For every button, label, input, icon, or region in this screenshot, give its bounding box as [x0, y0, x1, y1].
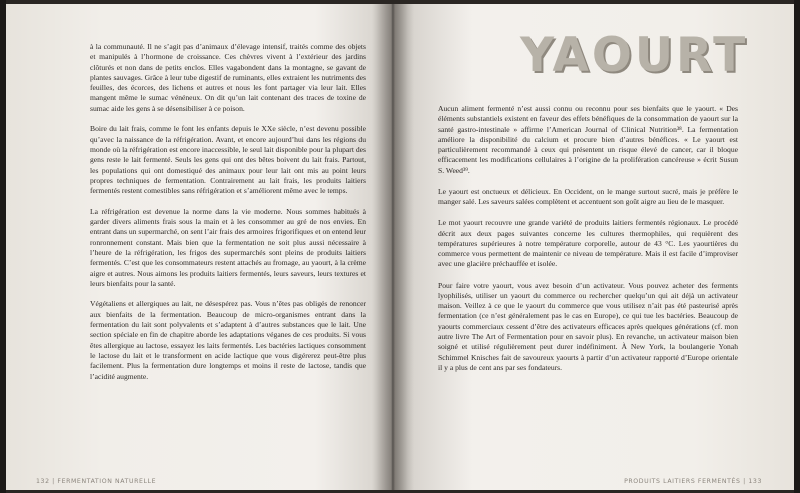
right-paragraph-3: Le mot yaourt recouvre une grande variété de produits laitiers fermentés régionaux. Le procédé décrit aux deux pages suivantes concerne les cultures thermophiles, qui requièrent des températures supérieures à notre température corporelle, autour de 43 °C. Les yaourtières du commerce vous permettent de maintenir ce niveau de température. Mais il est facile d’improviser avec une glacière préchauffée et isolée.: [438, 218, 738, 269]
right-paragraph-4: Pour faire votre yaourt, vous avez besoin d’un activateur. Vous pouvez acheter des ferments lyophilisés, utiliser un yaourt du commerce ou rechercher quelqu’un qui ait déjà un activateur maison. Veillez à ce que le yaourt du commerce que vous utilisez n’ait pas été pasteurisé après fermentation (ce n’est généralement pas le cas en Europe), ce qui tue les bactéries. Beaucoup de yaourts commerciaux cessent d’être des activateurs efficaces après quelques générations (cf. mon autre livre The Art of Fermentation pour en savoir plus). En revanche, un activateur maison bien soigné et utilisé régulièrement peut durer indéfiniment. À New York, la boulangerie Yonah Schimmel Knisches fait de savoureux yaourts à partir d’un activateur rapporté d’Europe orientale il y a plus de cent ans par ses fondateurs.: [438, 280, 738, 372]
right-paragraph-2: Le yaourt est onctueux et délicieux. En Occident, on le mange surtout sucré, mais je préfère le manger salé. Les saveurs salées complètent et accentuent son goût aigre au lieu de le masquer.: [438, 186, 738, 207]
left-paragraph-2: Boire du lait frais, comme le font les enfants depuis le XXe siècle, n’est devenu possible qu’avec la naissance de la réfrigération. Avant, et encore aujourd’hui dans les régions du monde où la réfrigération est encore inaccessible, le seul lait disponible pour la plupart des gens reste le lait fermenté. Seuls les gens qui ont des bêtes boivent du lait frais. Partout, les populations qui ont domestiqué des animaux pour leur lait ont mis au point leurs propres techniques de fermentation. Contrairement au lait frais, les produits laitiers fermentés restent comestibles sans réfrigération et s’améliorent même avec le temps.: [90, 124, 366, 196]
left-paragraph-1: à la communauté. Il ne s’agit pas d’animaux d’élevage intensif, traités comme des objets et manipulés à l’hormone de croissance. Ces chèvres vivent à l’extérieur des jardins clôturés et non dans de petits enclos. Elles vagabondent dans la montagne, se gavant de plantes sauvages. Grâce à leur tube digestif de ruminants, elles extraient les nutriments des feuilles, des écorces, des lichens et autres et nous les font partager via leur lait. Elles mangent même le sumac vénéneux. On dit qu’un lait contenant des traces de toxine de sumac aide les gens à se désensibiliser à ce poison.: [90, 42, 366, 113]
scan-edge-right: [794, 0, 800, 493]
chapter-title: YAOURT: [520, 28, 749, 83]
right-page: [392, 4, 794, 490]
left-paragraph-4: Végétaliens et allergiques au lait, ne désespérez pas. Vous n’êtes pas obligés de renoncer aux bienfaits de la fermentation. Beaucoup de micro-organismes entrant dans la fermentation du lait sont polyvalents et s’adaptent à d’autres substances que le lait. Une section spéciale en fin de chapitre aborde les adaptations véganes de ces produits. Si vous êtes allergique au lactose, essayez les laits fermentés. Les bactéries lactiques consomment le lactose du lait et le transforment en acide lactique que vous digérerez peut-être plus facilement. Plus la fermentation dure longtemps et moins il reste de lactose, tandis que l’acidité augmente.: [90, 299, 366, 381]
left-paragraph-3: La réfrigération est devenue la norme dans la vie moderne. Nous sommes habitués à garder divers aliments frais sous la main et à les consommer au gré de nos envies. En entrant dans un supermarché, on sent l’air frais des armoires frigorifiques et on entend leur ronronnement constant. Mais bien que la fermentation ne soit plus aussi nécessaire à l’heure de la réfrigération, les frigos des supermarchés sont pleins de produits laitiers fermentés. C’est que les consommateurs restent attachés au fromage, au yaourt, à la crème aigre et autres. Nous aimons les produits laitiers fermentés, leurs saveurs, leurs textures et leurs bienfaits pour la santé.: [90, 206, 366, 288]
left-page-text-column: [90, 42, 366, 392]
right-page-folio: PRODUITS LAITIERS FERMENTÉS | 133: [624, 478, 762, 485]
right-paragraph-1: Aucun aliment fermenté n’est aussi connu ou reconnu pour ses bienfaits que le yaourt. « Des éléments substantiels existent en faveur des effets bénéfiques de la consommation de yaourt sur la santé gastro-intestinale » affirme l’American Journal of Clinical Nutrition³⁸. La fermentation améliore la disponibilité du calcium et procure bien d’autres bénéfices. « Le yaourt est particulièrement recommandé à ceux qui présentent un risque élevé de cancer, car il bloque efficacement les modifications cellulaires à l’origine de la prolifération cancéreuse » écrit Susun S. Weed³⁹.: [438, 104, 738, 175]
left-page: [6, 4, 392, 490]
left-page-folio: 132 | FERMENTATION NATURELLE: [36, 478, 157, 485]
right-page-text-column: [438, 104, 738, 384]
book-gutter-shadow: [372, 4, 414, 490]
